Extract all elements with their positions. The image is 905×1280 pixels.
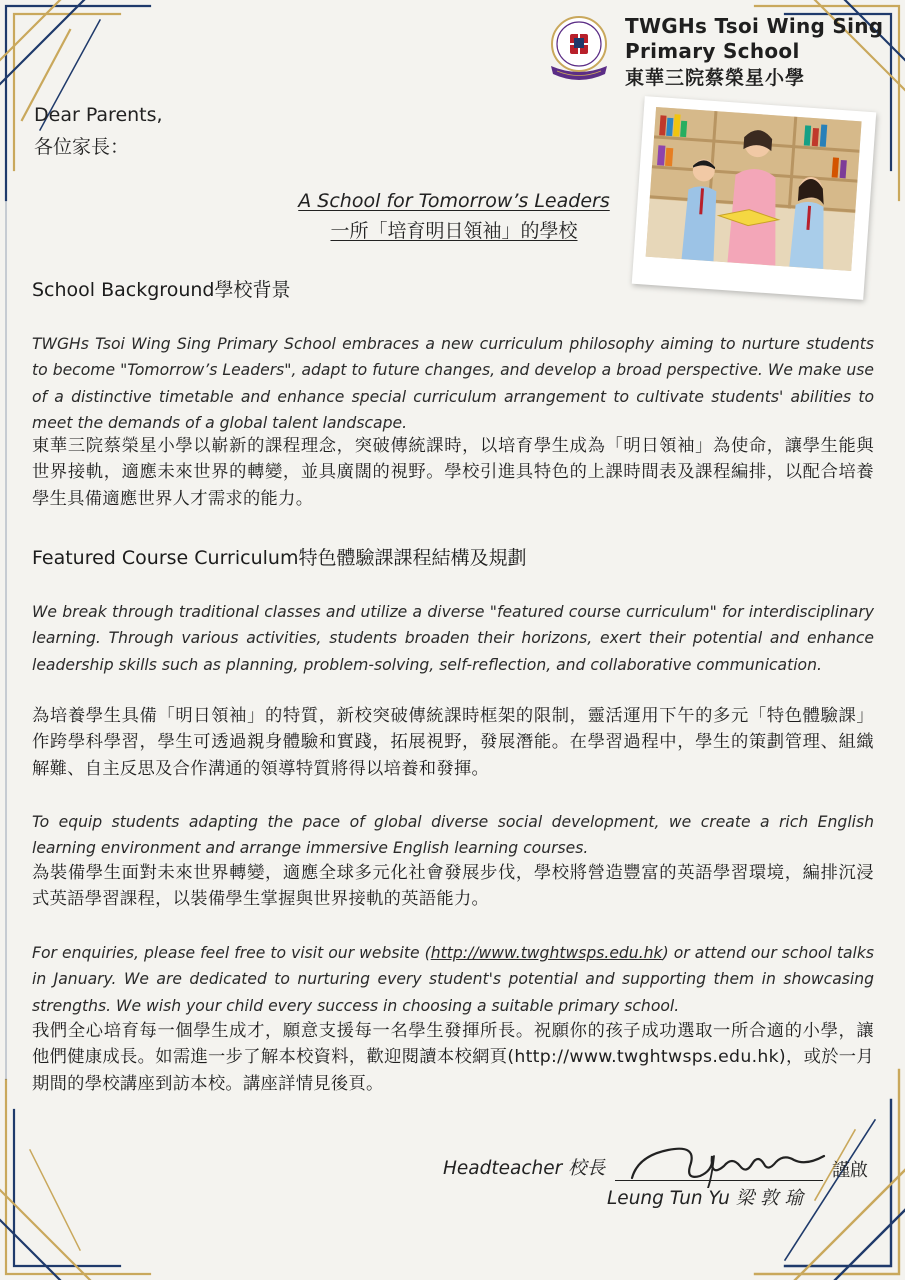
paragraph-english-learning-chinese: 為裝備學生面對未來世界轉變，適應全球多元化社會發展步伐，學校將營造豐富的英語學習環境，編排沉浸式英語學習課程，以裝備學生掌握與世界接軌的英語能力。 — [32, 863, 874, 910]
corner-ornament-bottom-left — [0, 1070, 160, 1280]
paragraph-english-learning-english: To equip students adapting the pace of global diverse social development, we create a rich English learning environment and arrange immersive English learning courses. — [32, 813, 874, 858]
school-crest-logo — [548, 14, 610, 86]
border-line-left — [0, 200, 12, 1080]
signature-closing: 謹啟 — [832, 1160, 868, 1181]
paragraph-enquiries-english — [32, 940, 874, 1019]
signature-title: Headteacher 校長 — [443, 1158, 606, 1179]
paragraph-featured-chinese: 為培養學生具備「明日領袖」的特質，新校突破傳統課時框架的限制，靈活運用下午的多元「特色體驗課」作跨學科學習，學生可透過親身體驗和實踐，拓展視野，發展潛能。在學習過程中，學生的策劃管理、組織解難、自主反思及合作溝通的領導特質將得以培養和發揮。 — [32, 706, 874, 779]
enquiries-text-before-link: For enquiries, please feel free to visit our website ( — [32, 944, 431, 962]
greeting-chinese: 各位家長： — [34, 136, 130, 158]
paragraph-background-chinese: 東華三院蔡榮星小學以嶄新的課程理念，突破傳統課時，以培育學生成為「明日領袖」為使命，讓學生能與世界接軌，適應未來世界的轉變，並具廣闊的視野。學校引進具特色的上課時間表及課程編排，以配合培養學生具備適應世界人才需求的能力。 — [32, 436, 874, 509]
section-heading-featured-course: Featured Course Curriculum特色體驗課課程結構及規劃 — [32, 547, 527, 569]
letter-title-english: A School for Tomorrow’s Leaders — [298, 190, 610, 212]
school-name-english-line1: TWGHs Tsoi Wing Sing — [625, 14, 884, 38]
paragraph-background-english: TWGHs Tsoi Wing Sing Primary School embraces a new curriculum philosophy aiming to nurture students to become "Tomorrow’s Leaders", adapt to future changes, and develop a broad perspective. We make use of a distinctive timetable and enhance special curriculum arrangement to cultivate students' abilities to meet the demands of a global talent landscape. — [32, 335, 874, 432]
photo-polaroid — [632, 96, 877, 300]
letter-title-chinese: 一所「培育明日領袖」的學校 — [330, 220, 578, 242]
enquiries-text-after-link: ) or attend our school talks in January. We are dedicated to nurturing every student's potential and supporting them in showcasing strengths. We wish your child every success in choosing a suitable primary school. — [32, 944, 874, 1015]
section-heading-school-background: School Background學校背景 — [32, 279, 291, 301]
handwritten-signature — [628, 1126, 828, 1188]
school-name-chinese: 東華三院蔡榮星小學 — [625, 67, 806, 89]
paragraph-featured-english: We break through traditional classes and utilize a diverse "featured course curriculum" for interdisciplinary learning. Through various activities, students broaden their horizons, exert their potential and enhance leadership skills such as planning, problem-solving, self-reflection, and collaborative communication. — [32, 603, 874, 674]
school-name-english-line2: Primary School — [625, 39, 800, 63]
signature-name: Leung Tun Yu 梁 敦 瑜 — [607, 1188, 804, 1209]
classroom-photo — [646, 107, 862, 271]
signature-line — [615, 1180, 823, 1181]
greeting-english: Dear Parents, — [34, 104, 163, 126]
paragraph-enquiries-chinese: 我們全心培育每一個學生成才，願意支援每一名學生發揮所長。祝願你的孩子成功選取一所合適的小學，讓他們健康成長。如需進一步了解本校資料，歡迎閱讀本校網頁(http://www.twghtwsps.edu.hk)，或於一月期間的學校講座到訪本校。講座詳情見後頁。 — [32, 1021, 874, 1094]
school-website-link[interactable]: http://www.twghtwsps.edu.hk — [430, 944, 663, 962]
